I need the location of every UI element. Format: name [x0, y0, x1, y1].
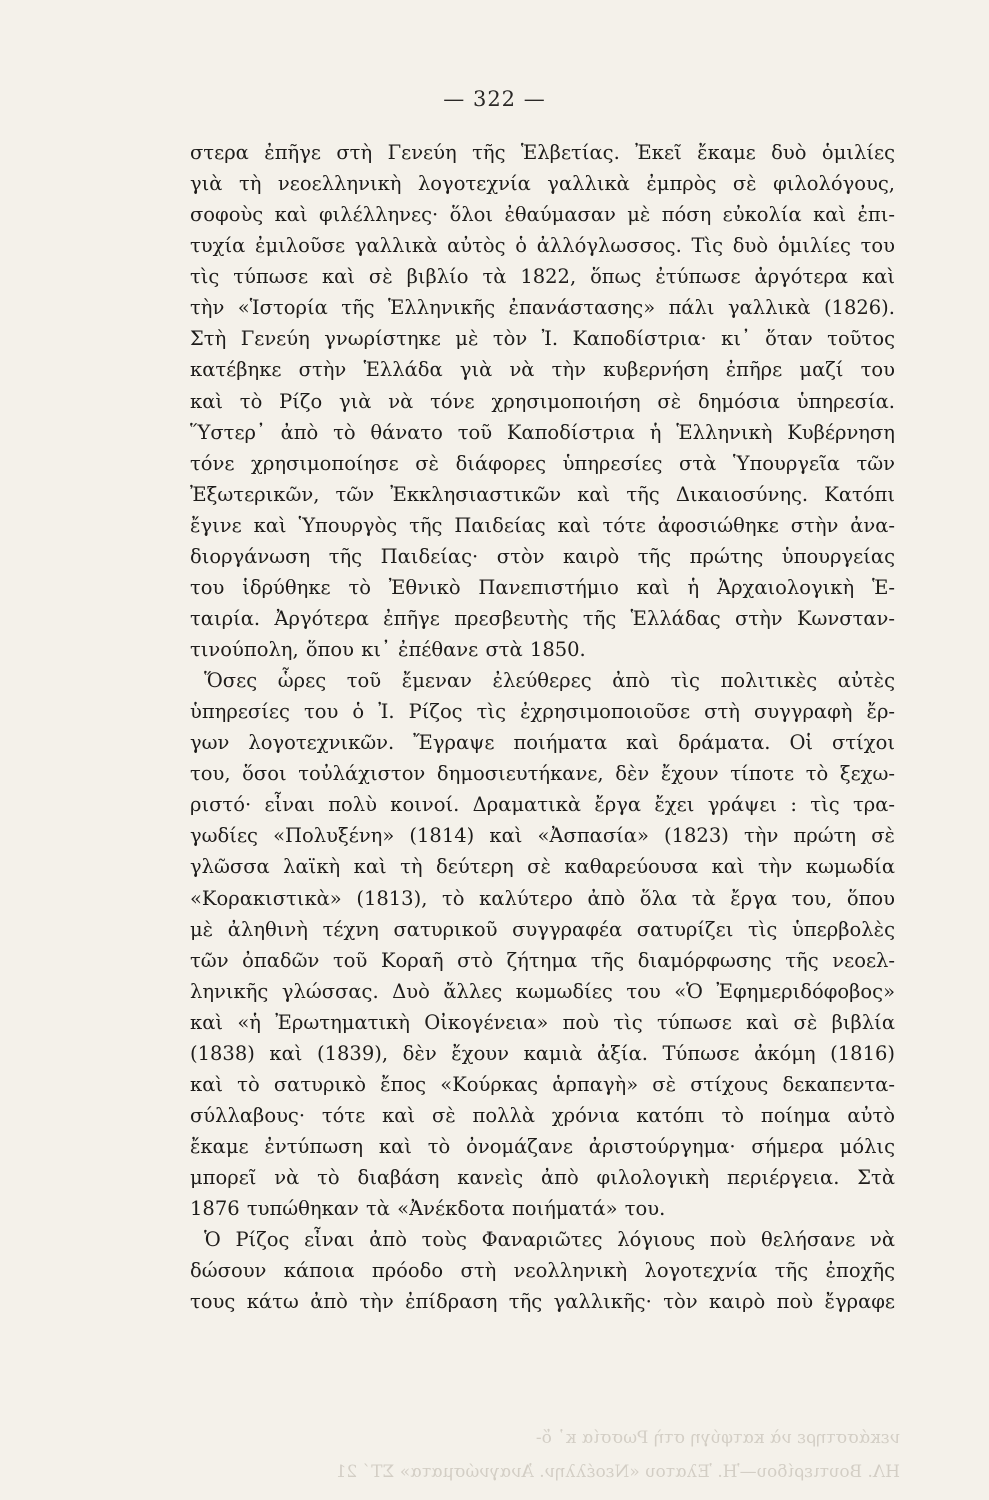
- text-line: ληνικῆς γλώσσας. Δυὸ ἄλλες κωμωδίες του «Ὁ Ἐφημεριδόφοβος»: [190, 979, 895, 1003]
- text-line: σοφοὺς καὶ φιλέλληνες· ὅλοι ἐθαύμασαν μὲ πόση εὐκολία καὶ ἐπι-: [190, 203, 895, 227]
- text-line: ριστό· εἶναι πολὺ κοινοί. Δραματικὰ ἔργα ἔχει γράψει : τὶς τρα-: [190, 793, 895, 817]
- text-line: τὶς τύπωσε καὶ σὲ βιβλίο τὰ 1822, ὅπως ἐτύπωσε ἀργότερα καὶ: [190, 265, 895, 289]
- text-line: δώσουν κάποια πρόοδο στὴ νεολληνικὴ λογοτεχνία τῆς ἐποχῆς: [190, 1259, 895, 1283]
- text-line: «Κορακιστικὰ» (1813), τὸ καλύτερο ἀπὸ ὅλα τὰ ἔργα του, ὅπου: [190, 886, 895, 910]
- text-line: του, ὅσοι τοὐλάχιστον δημοσιευτήκανε, δὲν ἔχουν τίποτε τὸ ξεχω-: [190, 762, 895, 786]
- text-line: ἔγινε καὶ Ὑπουργὸς τῆς Παιδείας καὶ τότε ἀφοσιώθηκε στὴν ἀνα-: [190, 513, 895, 537]
- text-line: τινούπολη, ὅπου κι᾿ ἐπέθανε στὰ 1850.: [190, 638, 586, 661]
- text-line: γωδίες «Πολυξένη» (1814) καὶ «Ἀσπασία» (1823) τὴν πρώτη σὲ: [190, 824, 895, 848]
- text-line: γων λογοτεχνικῶν. Ἔγραψε ποιήματα καὶ δράματα. Οἱ στίχοι: [190, 731, 895, 755]
- text-line: (1838) καὶ (1839), δὲν ἔχουν καμιὰ ἀξία. Τύπωσε ἀκόμη (1816): [190, 1041, 895, 1065]
- text-line: μὲ ἀληθινὴ τέχνη σατυρικοῦ συγγραφέα σατυρίζει τὶς ὑπερβολὲς: [190, 917, 895, 941]
- text-line: του ἱδρύθηκε τὸ Ἐθνικὸ Πανεπιστήμιο καὶ ἡ Ἀρχαιολογικὴ Ἑ-: [190, 575, 895, 599]
- text-line: καὶ τὸ σατυρικὸ ἔπος «Κούρκας ἁρπαγὴ» σὲ στίχους δεκαπεντα-: [190, 1072, 895, 1096]
- text-line: σύλλαβους· τότε καὶ σὲ πολλὰ χρόνια κατόπι τὸ ποίημα αὐτὸ: [190, 1103, 895, 1127]
- page-number: — 322 —: [443, 87, 546, 111]
- text-line: τυχία ἐμιλοῦσε γαλλικὰ αὐτὸς ὁ ἀλλόγλωσσος. Τὶς δυὸ ὁμιλίες του: [190, 234, 895, 258]
- text-line: μπορεῖ νὰ τὸ διαβάση κανεὶς ἀπὸ φιλολογικὴ περιέργεια. Στὰ: [190, 1166, 895, 1190]
- text-line: Ὅσες ὧρες τοῦ ἔμεναν ἐλεύθερες ἀπὸ τὶς πολιτικὲς αὐτὲς: [204, 669, 895, 693]
- text-line: στερα ἐπῆγε στὴ Γενεύη τῆς Ἑλβετίας. Ἐκεῖ ἔκαμε δυὸ ὁμιλίες: [190, 141, 895, 164]
- show-through-text-line: νεκάσστηρε νὰ κατφύγη στὴ Ρωσσία κ᾿ ὅ-: [535, 1428, 900, 1448]
- text-line: 1876 τυπώθηκαν τὰ «Ἀνέκδοτα ποιήματά» του.: [190, 1197, 666, 1221]
- text-line: καὶ τὸ Ρίζο γιὰ νὰ τόνε χρησιμοποιήση σὲ δημόσια ὑπηρεσία.: [190, 389, 895, 413]
- show-through-text-line: ΗΛ. Βουτιερίδου—Ἠ. Ἐλατου «Νεοέλλην. Ἀναγνώσματα» ΣΤ΄ 21: [335, 1462, 900, 1482]
- text-line: Ὁ Ρίζος εἶναι ἀπὸ τοὺς Φαναριῶτες λόγιους ποὺ θελήσανε νὰ: [204, 1228, 895, 1252]
- text-line: ἔκαμε ἐντύπωση καὶ τὸ ὀνομάζανε ἀριστούργημα· σήμερα μόλις: [190, 1135, 895, 1158]
- text-line: τόνε χρησιμοποίησε σὲ διάφορες ὑπηρεσίες στὰ Ὑπουργεῖα τῶν: [190, 451, 895, 475]
- text-line: Ἐξωτερικῶν, τῶν Ἐκκλησιαστικῶν καὶ τῆς Δικαιοσύνης. Κατόπι: [190, 482, 895, 506]
- text-line: καὶ «ἡ Ἐρωτηματικὴ Οἰκογένεια» ποὺ τὶς τύπωσε καὶ σὲ βιβλία: [190, 1010, 895, 1034]
- text-line: ὑπηρεσίες του ὁ Ἰ. Ρίζος τὶς ἐχρησιμοποιοῦσε στὴ συγγραφὴ ἔρ-: [190, 700, 895, 724]
- text-line: διοργάνωση τῆς Παιδείας· στὸν καιρὸ τῆς πρώτης ὑπουργείας: [190, 544, 895, 568]
- text-line: γλῶσσα λαϊκὴ καὶ τὴ δεύτερη σὲ καθαρεύουσα καὶ τὴν κωμωδία: [190, 855, 895, 879]
- text-line: ταιρία. Ἀργότερα ἐπῆγε πρεσβευτὴς τῆς Ἑλλάδας στὴν Κωνσταν-: [190, 606, 895, 630]
- text-line: τῶν ὀπαδῶν τοῦ Κοραῆ στὸ ζήτημα τῆς διαμόρφωσης τῆς νεοελ-: [190, 948, 895, 972]
- text-line: κατέβηκε στὴν Ἑλλάδα γιὰ νὰ τὴν κυβερνήση ἐπῆρε μαζί του: [190, 358, 895, 382]
- text-line: Ὕστερ᾿ ἀπὸ τὸ θάνατο τοῦ Καποδίστρια ἡ Ἑλληνικὴ Κυβέρνηση: [190, 420, 895, 444]
- text-line: τους κάτω ἀπὸ τὴν ἐπίδραση τῆς γαλλικῆς· τὸν καιρὸ ποὺ ἔγραφε: [190, 1290, 895, 1314]
- text-line: τὴν «Ἱστορία τῆς Ἑλληνικῆς ἐπανάστασης» πάλι γαλλικὰ (1826).: [190, 296, 895, 320]
- text-line: γιὰ τὴ νεοελληνικὴ λογοτεχνία γαλλικὰ ἐμπρὸς σὲ φιλολόγους,: [190, 172, 895, 196]
- text-line: Στὴ Γενεύη γνωρίστηκε μὲ τὸν Ἰ. Καποδίστρια· κι᾿ ὅταν τοῦτος: [190, 327, 895, 351]
- body-text: [190, 137, 895, 1317]
